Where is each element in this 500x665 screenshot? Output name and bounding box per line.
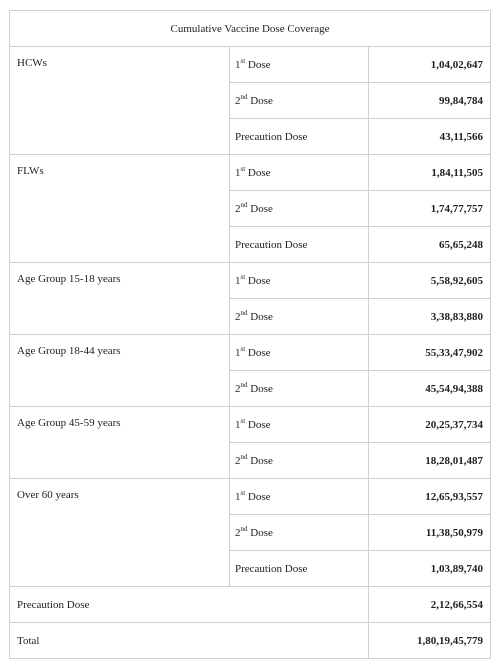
dose-ordinal-suffix: st	[240, 488, 246, 497]
dose-value: 99,84,784	[369, 83, 491, 119]
dose-value: 1,74,77,757	[369, 191, 491, 227]
dose-text: Precaution Dose	[235, 562, 308, 575]
dose-ordinal-suffix: st	[240, 164, 246, 173]
dose-number: 2	[235, 454, 241, 467]
dose-value: 45,54,94,388	[369, 371, 491, 407]
dose-text: Dose	[245, 418, 271, 431]
dose-text: Dose	[247, 454, 273, 467]
dose-value: 43,11,566	[369, 119, 491, 155]
table-row	[10, 479, 491, 515]
dose-label	[230, 335, 369, 371]
dose-label	[230, 299, 369, 335]
dose-label	[230, 443, 369, 479]
dose-ordinal-suffix: st	[240, 56, 246, 65]
table-row	[10, 47, 491, 83]
dose-ordinal-suffix: st	[240, 272, 246, 281]
dose-label	[230, 551, 369, 587]
dose-label	[230, 479, 369, 515]
dose-ordinal-suffix: nd	[240, 452, 248, 461]
dose-number: 2	[235, 94, 241, 107]
group-label: Over 60 years	[10, 479, 230, 587]
dose-label	[230, 515, 369, 551]
table-row	[10, 155, 491, 191]
summary-label: Precaution Dose	[10, 587, 369, 623]
dose-label	[230, 263, 369, 299]
dose-label	[230, 47, 369, 83]
table-row	[10, 263, 491, 299]
group-label: HCWs	[10, 47, 230, 155]
dose-number: 2	[235, 382, 241, 395]
dose-text: Dose	[247, 202, 273, 215]
dose-number: 1	[235, 58, 241, 71]
dose-number: 1	[235, 490, 241, 503]
summary-row	[10, 587, 491, 623]
dose-number: 1	[235, 166, 241, 179]
dose-label	[230, 407, 369, 443]
table-row	[10, 407, 491, 443]
dose-number: 2	[235, 526, 241, 539]
dose-ordinal-suffix: st	[240, 416, 246, 425]
dose-ordinal-suffix: nd	[240, 92, 248, 101]
dose-number: 2	[235, 202, 241, 215]
dose-value: 65,65,248	[369, 227, 491, 263]
dose-label	[230, 83, 369, 119]
dose-label	[230, 155, 369, 191]
dose-label	[230, 191, 369, 227]
dose-text: Dose	[247, 526, 273, 539]
dose-value: 5,58,92,605	[369, 263, 491, 299]
group-label: FLWs	[10, 155, 230, 263]
dose-number: 1	[235, 346, 241, 359]
vaccine-coverage-table-container	[9, 10, 490, 659]
dose-text: Dose	[247, 310, 273, 323]
vaccine-coverage-table	[9, 10, 491, 659]
dose-number: 2	[235, 310, 241, 323]
summary-label: Total	[10, 623, 369, 659]
dose-value: 20,25,37,734	[369, 407, 491, 443]
dose-number: 1	[235, 274, 241, 287]
summary-row	[10, 623, 491, 659]
dose-value: 18,28,01,487	[369, 443, 491, 479]
summary-value: 2,12,66,554	[369, 587, 491, 623]
dose-value: 12,65,93,557	[369, 479, 491, 515]
dose-text: Dose	[245, 490, 271, 503]
dose-value: 55,33,47,902	[369, 335, 491, 371]
dose-text: Dose	[245, 166, 271, 179]
dose-value: 1,84,11,505	[369, 155, 491, 191]
dose-value: 1,03,89,740	[369, 551, 491, 587]
group-label: Age Group 15-18 years	[10, 263, 230, 335]
dose-value: 3,38,83,880	[369, 299, 491, 335]
dose-value: 11,38,50,979	[369, 515, 491, 551]
dose-label	[230, 227, 369, 263]
dose-number: 1	[235, 418, 241, 431]
table-title: Cumulative Vaccine Dose Coverage	[10, 11, 491, 47]
dose-text: Dose	[245, 58, 271, 71]
dose-text: Precaution Dose	[235, 130, 308, 143]
dose-label	[230, 119, 369, 155]
dose-ordinal-suffix: nd	[240, 524, 248, 533]
dose-text: Dose	[247, 382, 273, 395]
group-label: Age Group 18-44 years	[10, 335, 230, 407]
summary-value: 1,80,19,45,779	[369, 623, 491, 659]
dose-ordinal-suffix: nd	[240, 380, 248, 389]
dose-text: Dose	[247, 94, 273, 107]
dose-text: Dose	[245, 346, 271, 359]
table-row	[10, 335, 491, 371]
dose-ordinal-suffix: nd	[240, 200, 248, 209]
group-label: Age Group 45-59 years	[10, 407, 230, 479]
dose-value: 1,04,02,647	[369, 47, 491, 83]
table-header-row	[10, 11, 491, 47]
dose-text: Dose	[245, 274, 271, 287]
dose-ordinal-suffix: nd	[240, 308, 248, 317]
dose-label	[230, 371, 369, 407]
dose-ordinal-suffix: st	[240, 344, 246, 353]
dose-text: Precaution Dose	[235, 238, 308, 251]
